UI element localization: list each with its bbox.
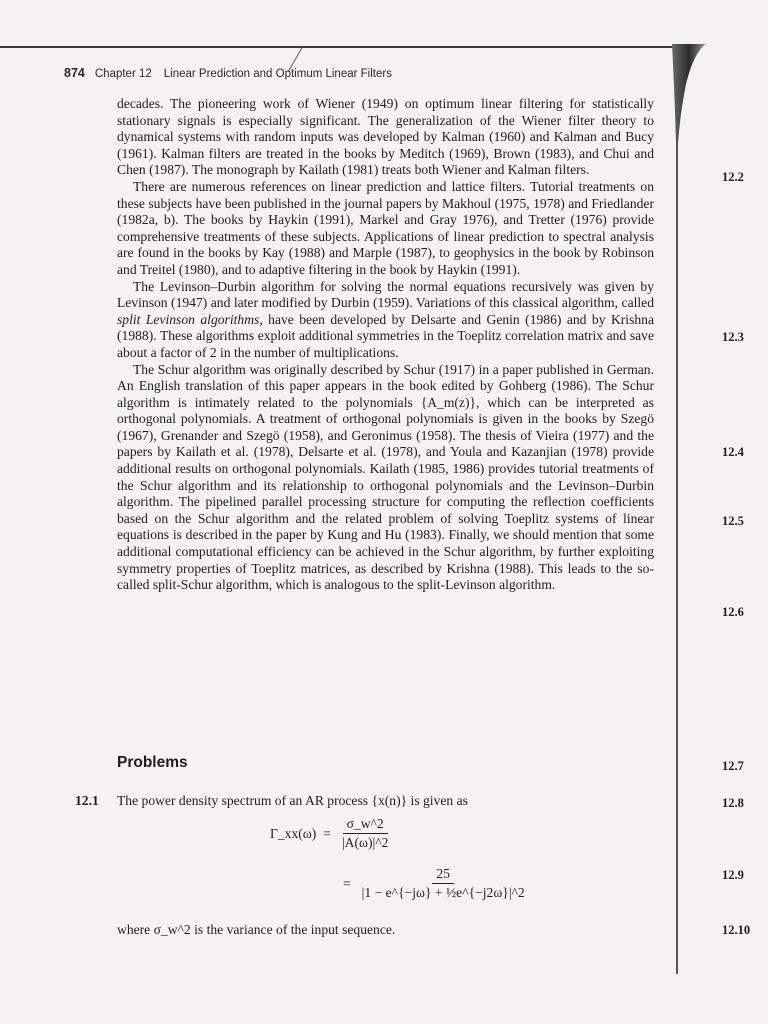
paragraph-text: The Schur algorithm was originally described by Schur (1917) in a paper published in German. An English translation of this paper appears in the book edited by Gohberg (1986). The Schur algorithm is intimately related to the polynomials (117, 361, 654, 410)
paragraph (117, 362, 654, 594)
equation-line-2 (343, 866, 529, 901)
paragraph-text: decades. The pioneering work of Wiener (1949) on optimum linear filtering for statistically stationary signals is especially significant. The generalization of the Wiener filter theory to dynamical systems with random inputs was developed by Kalman (1960) and Kalman and Bucy (1961). Kalman filters are treated in the books by Meditch (1969), Brown (1983), and Chui and Chen (1987). The monograph by Kailath (1981) treats both Wiener and Kalman filters. (117, 96, 654, 178)
margin-number: 12.4 (722, 445, 744, 459)
paragraph (117, 279, 654, 362)
margin-number: 12.6 (722, 605, 744, 619)
problem-text: The power density spectrum of an AR process {x(n)} is given as (117, 793, 468, 808)
chapter-title: Linear Prediction and Optimum Linear Filters (163, 68, 392, 80)
margin-number: 12.10 (722, 923, 751, 937)
page-number: 874 (64, 66, 85, 80)
margin-number: 12.7 (722, 759, 744, 773)
book-spine-shadow (672, 44, 706, 974)
fraction (342, 816, 388, 851)
margin-number: 12.8 (722, 796, 744, 810)
body-text (117, 96, 654, 594)
paragraph-text: There are numerous references on linear prediction and lattice filters. Tutorial treatments on these subjects have been published in the journal papers by Makhoul (1975, 1978) and Friedlander (1982a, b). The books by Haykin (1991), Markel and Gray 1976), and Tretter (1976) provide comprehensive treatments of these subjects. Applications of linear prediction to spectral analysis are found in the books by Kay (1988) and Marple (1987), to geophysics in the book by Robinson and Treitel (1980), and to adaptive filtering in the book by Haykin (1991). (117, 178, 654, 277)
chapter-label: Chapter 12 (94, 68, 152, 80)
paragraph-text: The Levinson–Durbin algorithm for solving the normal equations recursively was given by Levinson (1947) and later modified by Durbin (1959). Variations of this classical algorithm, called (117, 278, 654, 311)
paragraph-text: , have been developed by Delsarte and Genin (1986) and by Krishna (1988). These algorithms exploit additional symmetries in the Toeplitz correlation matrix and save about a factor of 2 in the number of multiplications. (117, 311, 654, 360)
problem-number: 12.1 (75, 793, 99, 808)
equation (270, 816, 530, 916)
equation-line-1 (270, 816, 392, 851)
problem-continuation: where σ_w^2 is the variance of the input sequence. (117, 922, 396, 937)
margin-number: 12.9 (722, 868, 744, 882)
fraction (362, 866, 525, 901)
fraction-denominator: |1 − e^{−jω} + ½e^{−j2ω}|^2 (361, 885, 525, 900)
margin-number: 12.3 (722, 330, 744, 344)
fraction-numerator: 25 (432, 866, 454, 884)
fraction-denominator: |A(ω)|^2 (341, 835, 389, 850)
margin-number: 12.5 (722, 514, 744, 528)
paragraph (117, 179, 654, 279)
top-rule (0, 46, 690, 48)
equation-lhs: Γ_xx(ω) (270, 825, 317, 841)
paragraph (117, 96, 654, 179)
margin-number: 12.2 (722, 170, 744, 184)
paragraph-text: , which can be interpreted as orthogonal polynomials. A treatment of orthogonal polynomials is given in the books by Szegö (1967), Grenander and Szegö (1958), and Geronimus (1958). The thesis of Vieira (1977) and the papers by Kailath et al. (1978), Delsarte et al. (1978), and Youla and Kazanjian (1978) provide additional results on orthogonal polynomials. Kailath (1985, 1986) provides tutorial treatments of the Schur algorithm and its relationship to orthogonal polynomials and the Levinson–Durbin algorithm. The pipelined parallel processing structure for computing the reflection coefficients based on the Schur algorithm and the related problem of solving Toeplitz systems of linear equations is described in the paper by Kung and Hu (1983). Finally, we should mention that some additional computational efficiency can be achieved in the Schur algorithm, by further exploiting symmetry properties of Toeplitz matrices, as described by Krishna (1988). This leads to the so-called split-Schur algorithm, which is analogous to the split-Levinson algorithm. (117, 394, 655, 593)
fraction-numerator: σ_w^2 (343, 816, 388, 834)
equals-sign: = (323, 825, 331, 841)
inline-math: {A_m(z)} (420, 394, 477, 410)
equals-sign: = (343, 875, 351, 891)
running-header (64, 66, 392, 80)
problems-heading: Problems (117, 754, 188, 771)
italic-term: split Levinson algorithms (117, 311, 260, 327)
